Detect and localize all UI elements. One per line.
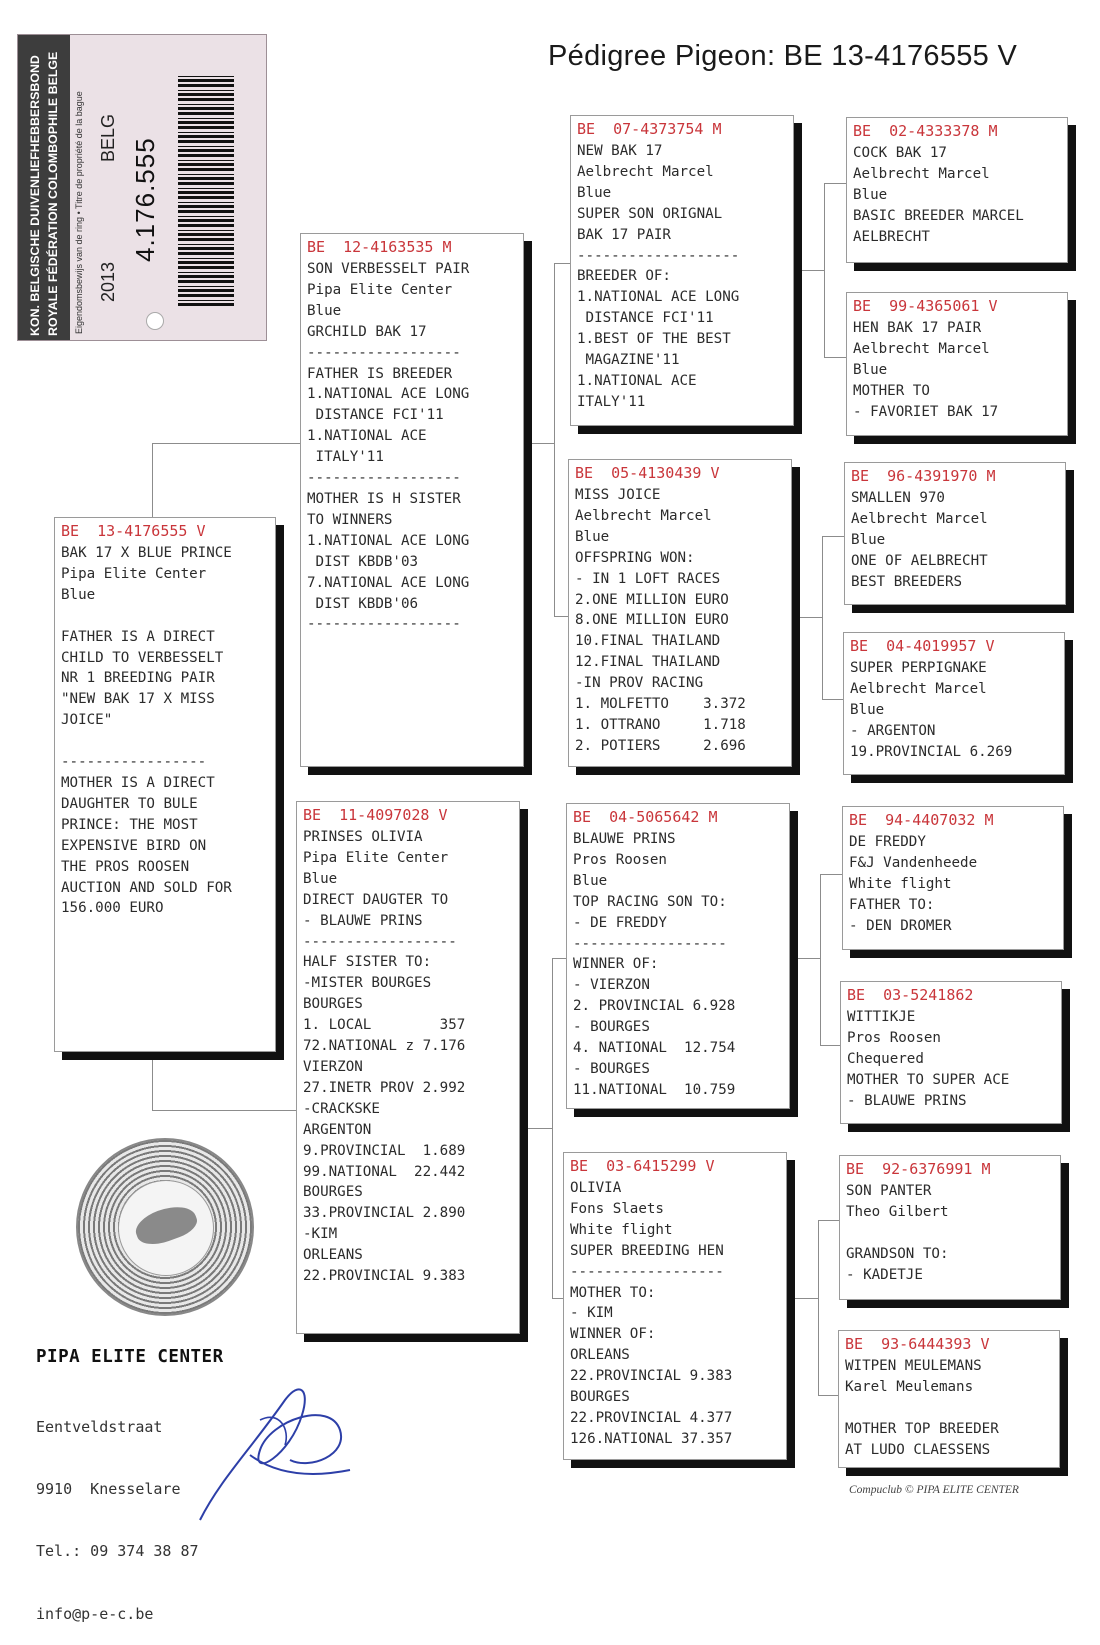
ring-id: BE 96-4391970 M bbox=[851, 467, 996, 485]
pigeon-line: THE PROS ROOSEN bbox=[61, 858, 190, 875]
connector-line bbox=[820, 874, 842, 875]
punch-hole bbox=[146, 312, 164, 330]
pigeon-line: - BOURGES bbox=[573, 1019, 650, 1036]
pigeon-line: MOTHER IS H SISTER bbox=[307, 490, 461, 507]
pigeon-line: Pros Roosen bbox=[847, 1029, 941, 1046]
seal-stamp-icon bbox=[76, 1138, 254, 1316]
pigeon-line: "NEW BAK 17 X MISS bbox=[61, 691, 215, 708]
ring-id: BE 13-4176555 V bbox=[61, 522, 206, 540]
pigeon-line: 99.NATIONAL 22.442 bbox=[303, 1163, 466, 1180]
pigeon-line: BREEDER OF: bbox=[577, 268, 671, 285]
pigeon-line: 1. OTTRANO 1.718 bbox=[575, 716, 746, 733]
pigeon-line: SMALLEN 970 bbox=[851, 490, 945, 506]
pigeon-line: WINNER OF: bbox=[573, 956, 659, 973]
pigeon-line: - FAVORIET BAK 17 bbox=[853, 403, 999, 420]
pigeon-line: 1. LOCAL 357 bbox=[303, 1017, 466, 1034]
pigeon-line: WITTIKJE bbox=[847, 1009, 916, 1025]
pigeon-card-mother bbox=[296, 801, 520, 1334]
pigeon-line: Blue bbox=[851, 531, 886, 548]
pigeon-details bbox=[846, 1181, 1054, 1286]
pigeon-line: GRCHILD BAK 17 bbox=[307, 323, 427, 340]
pigeon-line: -IN PROV RACING bbox=[575, 675, 704, 692]
pigeon-line: BOURGES bbox=[570, 1389, 630, 1406]
ring-id: BE 92-6376991 M bbox=[846, 1160, 991, 1178]
pigeon-line: Pros Roosen bbox=[573, 851, 667, 868]
pigeon-line: EXPENSIVE BIRD ON bbox=[61, 837, 207, 854]
pigeon-line: Blue bbox=[575, 528, 610, 545]
pigeon-line: TOP RACING SON TO: bbox=[573, 893, 727, 910]
pigeon-line bbox=[846, 1223, 1054, 1244]
connector-line bbox=[794, 270, 824, 271]
ring-id: BE 04-5065642 M bbox=[573, 808, 718, 826]
pigeon-line: 126.NATIONAL 37.357 bbox=[570, 1430, 733, 1447]
connector-line bbox=[822, 536, 844, 537]
pigeon-line: 1.NATIONAL ACE LONG bbox=[307, 532, 470, 549]
pigeon-line: 22.PROVINCIAL 4.377 bbox=[570, 1409, 733, 1426]
pigeon-line: Blue bbox=[853, 361, 888, 378]
pigeon-card-fmm bbox=[843, 632, 1065, 775]
pigeon-line: Blue bbox=[853, 186, 888, 203]
pigeon-line: MOTHER TOP BREEDER bbox=[845, 1420, 999, 1437]
ring-year: 2013 bbox=[98, 261, 118, 302]
ring-id: BE 93-6444393 V bbox=[845, 1335, 990, 1353]
pigeon-line: Blue bbox=[577, 184, 612, 201]
pigeon-line: HALF SISTER TO: bbox=[303, 954, 432, 971]
pigeon-card-father bbox=[300, 233, 524, 767]
pigeon-line: - IN 1 LOFT RACES bbox=[575, 570, 721, 587]
pigeon-line: 2. PROVINCIAL 6.928 bbox=[573, 998, 736, 1015]
address-line: 9910 Knesselare bbox=[36, 1479, 181, 1498]
connector-line bbox=[818, 1220, 819, 1396]
pigeon-details bbox=[851, 488, 1059, 593]
pigeon-line: Chequered bbox=[847, 1050, 924, 1067]
connector-line bbox=[790, 958, 820, 959]
pigeon-line: -MISTER BOURGES bbox=[303, 975, 432, 992]
pigeon-line: 19.PROVINCIAL 6.269 bbox=[850, 743, 1013, 760]
pigeon-line: Aelbrecht Marcel bbox=[853, 165, 990, 182]
pigeon-line: BEST BREEDERS bbox=[851, 573, 963, 590]
pigeon-line: FATHER IS BREEDER bbox=[307, 365, 453, 382]
pigeon-line: SUPER SON ORIGNAL bbox=[577, 205, 723, 222]
pigeon-line: 11.NATIONAL 10.759 bbox=[573, 1081, 736, 1098]
pigeon-line: DIRECT DAUGTER TO bbox=[303, 891, 449, 908]
pigeon-line: White flight bbox=[570, 1221, 673, 1238]
pigeon-line: NEW BAK 17 bbox=[577, 143, 663, 159]
connector-line bbox=[824, 183, 825, 358]
pigeon-line: 8.ONE MILLION EURO bbox=[575, 612, 729, 629]
pigeon-line: Blue bbox=[303, 870, 338, 887]
pigeon-line: 10.FINAL THAILAND bbox=[575, 633, 721, 650]
pigeon-line: ORLEANS bbox=[303, 1247, 363, 1264]
pigeon-line: - BLAUWE PRINS bbox=[847, 1092, 967, 1109]
barcode-icon bbox=[178, 76, 234, 306]
pigeon-line: 72.NATIONAL z 7.176 bbox=[303, 1038, 466, 1055]
connector-line bbox=[820, 1045, 842, 1046]
connector-line bbox=[788, 1298, 818, 1299]
pigeon-line: ------------------ bbox=[307, 470, 461, 487]
ring-id: BE 03-6415299 V bbox=[570, 1157, 715, 1175]
signature-icon bbox=[190, 1360, 360, 1530]
pigeon-icon bbox=[131, 1199, 200, 1250]
pigeon-line: ARGENTON bbox=[303, 1121, 372, 1138]
ring-id: BE 07-4373754 M bbox=[577, 120, 722, 138]
pigeon-line: Blue bbox=[307, 302, 342, 319]
pigeon-line bbox=[61, 606, 269, 627]
ring-id: BE 11-4097028 V bbox=[303, 806, 448, 824]
address-line: info@p-e-c.be bbox=[36, 1604, 154, 1623]
company-name: PIPA ELITE CENTER bbox=[36, 1347, 224, 1367]
pigeon-card-fff bbox=[846, 117, 1068, 263]
seal-center bbox=[118, 1180, 214, 1276]
pigeon-details bbox=[853, 318, 1061, 423]
pigeon-line: Blue bbox=[573, 872, 608, 889]
company-address bbox=[36, 1375, 199, 1645]
pigeon-card-father-father bbox=[570, 115, 794, 426]
pigeon-line: DIST KBDB'06 bbox=[307, 595, 419, 612]
pigeon-line: 2. POTIERS 2.696 bbox=[575, 737, 746, 754]
pigeon-line: HEN BAK 17 PAIR bbox=[853, 320, 982, 336]
pigeon-card-mother-father bbox=[566, 803, 790, 1109]
pigeon-details bbox=[850, 658, 1058, 763]
pigeon-line: 1.NATIONAL ACE bbox=[577, 372, 697, 389]
connector-line bbox=[822, 536, 823, 700]
connector-line bbox=[522, 443, 554, 444]
pigeon-card-ffm bbox=[846, 292, 1068, 436]
pigeon-line: MOTHER TO bbox=[853, 382, 930, 399]
pigeon-line: MOTHER TO SUPER ACE bbox=[847, 1071, 1010, 1088]
pigeon-card-mfm bbox=[840, 981, 1062, 1124]
connector-line bbox=[820, 874, 821, 1046]
pigeon-line: PRINCE: THE MOST bbox=[61, 816, 198, 833]
pigeon-line: - KADETJE bbox=[846, 1266, 923, 1283]
pigeon-line: DE FREDDY bbox=[849, 834, 926, 850]
connector-line bbox=[152, 1110, 296, 1111]
connector-line bbox=[552, 958, 553, 1299]
footer-credit: Compuclub © PIPA ELITE CENTER bbox=[849, 1484, 1019, 1496]
address-line: Tel.: 09 374 38 87 bbox=[36, 1542, 199, 1561]
pigeon-line: 1.NATIONAL ACE bbox=[307, 428, 427, 445]
pigeon-details bbox=[307, 259, 517, 635]
connector-line bbox=[792, 617, 822, 618]
ring-id: BE 94-4407032 M bbox=[849, 811, 994, 829]
connector-line bbox=[822, 699, 844, 700]
pigeon-line: AT LUDO CLAESSENS bbox=[845, 1441, 991, 1458]
pigeon-details bbox=[575, 485, 785, 757]
pigeon-line: 1. MOLFETTO 3.372 bbox=[575, 696, 746, 713]
pigeon-line: PRINSES OLIVIA bbox=[303, 829, 423, 845]
pigeon-line: - ARGENTON bbox=[850, 722, 936, 739]
pigeon-line: BASIC BREEDER MARCEL bbox=[853, 207, 1024, 224]
pigeon-line: 27.INETR PROV 2.992 bbox=[303, 1079, 466, 1096]
pigeon-line: ------------------ bbox=[573, 935, 727, 952]
pigeon-line: Aelbrecht Marcel bbox=[575, 507, 712, 524]
pigeon-line: BAK 17 X BLUE PRINCE bbox=[61, 545, 232, 561]
pigeon-card-subject bbox=[54, 517, 276, 1052]
connector-line bbox=[824, 183, 846, 184]
pigeon-line: ------------------ bbox=[307, 344, 461, 361]
pigeon-line: Pipa Elite Center bbox=[303, 849, 449, 866]
pigeon-details bbox=[849, 832, 1057, 937]
pigeon-card-mff bbox=[842, 806, 1064, 950]
pigeon-line: 12.FINAL THAILAND bbox=[575, 654, 721, 671]
pigeon-line: ITALY'11 bbox=[577, 393, 646, 410]
ring-number: 4.176.555 bbox=[130, 137, 160, 262]
pigeon-line: WITPEN MEULEMANS bbox=[845, 1358, 982, 1374]
pigeon-line: Pipa Elite Center bbox=[307, 281, 453, 298]
pigeon-line: FATHER TO: bbox=[849, 896, 935, 913]
pigeon-line: DAUGHTER TO BULE bbox=[61, 795, 198, 812]
ring-ownership-text: Eigendomsbewijs van de ring • Titre de propriété de la bague bbox=[74, 91, 84, 334]
pigeon-line: ------------------ bbox=[307, 616, 461, 633]
pigeon-details bbox=[845, 1356, 1053, 1461]
pigeon-line: VIERZON bbox=[303, 1058, 363, 1075]
pigeon-line: OLIVIA bbox=[570, 1180, 622, 1196]
ring-id: BE 05-4130439 V bbox=[575, 464, 720, 482]
pigeon-line: Aelbrecht Marcel bbox=[853, 340, 990, 357]
pigeon-line: ------------------ bbox=[570, 1263, 724, 1280]
pigeon-line: DIST KBDB'03 bbox=[307, 553, 419, 570]
pigeon-line bbox=[61, 731, 269, 752]
pigeon-line: DISTANCE FCI'11 bbox=[307, 407, 444, 424]
pigeon-line: SUPER BREEDING HEN bbox=[570, 1242, 724, 1259]
pigeon-line: SUPER PERPIGNAKE bbox=[850, 660, 987, 676]
pigeon-details bbox=[570, 1178, 780, 1450]
pigeon-line: JOICE" bbox=[61, 712, 113, 729]
page-title: Pédigree Pigeon: BE 13-4176555 V bbox=[548, 40, 1018, 72]
pigeon-line: - KIM bbox=[570, 1305, 613, 1322]
pigeon-line: SON VERBESSELT PAIR bbox=[307, 261, 470, 277]
ring-country: BELG bbox=[98, 113, 118, 162]
pigeon-line: SON PANTER bbox=[846, 1183, 932, 1199]
pigeon-line: 2.ONE MILLION EURO bbox=[575, 591, 729, 608]
pigeon-details bbox=[577, 141, 787, 413]
pigeon-line: 22.PROVINCIAL 9.383 bbox=[570, 1368, 733, 1385]
pigeon-line: NR 1 BREEDING PAIR bbox=[61, 670, 215, 687]
pigeon-line: Theo Gilbert bbox=[846, 1203, 949, 1220]
pigeon-line: - BOURGES bbox=[573, 1060, 650, 1077]
ring-org bbox=[18, 35, 70, 341]
pigeon-line: FATHER IS A DIRECT bbox=[61, 628, 215, 645]
pigeon-line: 1.NATIONAL ACE LONG bbox=[577, 289, 740, 306]
pigeon-line: OFFSPRING WON: bbox=[575, 549, 695, 566]
ring-org-line1: KON. BELGISCHE DUIVENLIEFHEBBERSBOND bbox=[28, 55, 42, 336]
pigeon-line: Pipa Elite Center bbox=[61, 565, 207, 582]
pigeon-details bbox=[573, 829, 783, 1101]
connector-line bbox=[520, 1128, 552, 1129]
pigeon-line: MAGAZINE'11 bbox=[577, 352, 680, 369]
pigeon-line: 9.PROVINCIAL 1.689 bbox=[303, 1142, 466, 1159]
pigeon-card-mmf bbox=[839, 1155, 1061, 1300]
connector-line bbox=[152, 443, 300, 444]
pigeon-details bbox=[303, 827, 513, 1287]
pigeon-line: 7.NATIONAL ACE LONG bbox=[307, 574, 470, 591]
ring-id: BE 03-5241862 bbox=[847, 986, 974, 1004]
pigeon-line: AUCTION AND SOLD FOR bbox=[61, 879, 232, 896]
pigeon-card-mother-mother bbox=[563, 1152, 787, 1460]
ring-certificate bbox=[17, 34, 267, 341]
pigeon-line: GRANDSON TO: bbox=[846, 1245, 949, 1262]
pigeon-line: - DE FREDDY bbox=[573, 914, 667, 931]
pigeon-line: WINNER OF: bbox=[570, 1326, 656, 1343]
connector-line bbox=[824, 357, 846, 358]
pigeon-line: ----------------- bbox=[61, 754, 207, 771]
pigeon-line: MOTHER IS A DIRECT bbox=[61, 774, 215, 791]
connector-line bbox=[818, 1395, 840, 1396]
ring-id: BE 12-4163535 M bbox=[307, 238, 452, 256]
pigeon-line: 4. NATIONAL 12.754 bbox=[573, 1040, 736, 1057]
pigeon-line: White flight bbox=[849, 875, 952, 892]
pigeon-line: Aelbrecht Marcel bbox=[851, 510, 988, 527]
pigeon-card-mmm bbox=[838, 1330, 1060, 1468]
pigeon-line: - VIERZON bbox=[573, 977, 650, 994]
pigeon-line: Aelbrecht Marcel bbox=[850, 680, 987, 697]
pigeon-card-father-mother bbox=[568, 459, 792, 767]
pigeon-line: -CRACKSKE bbox=[303, 1100, 380, 1117]
ring-id: BE 02-4333378 M bbox=[853, 122, 998, 140]
pigeon-line: Blue bbox=[61, 586, 96, 603]
pigeon-line: BOURGES bbox=[303, 1184, 363, 1201]
pigeon-details bbox=[853, 143, 1061, 248]
ring-org-line2: ROYALE FÉDÉRATION COLOMBOPHILE BELGE bbox=[46, 51, 60, 336]
pigeon-line: Fons Slaets bbox=[570, 1200, 664, 1217]
ring-id: BE 99-4365061 V bbox=[853, 297, 998, 315]
pigeon-line: F&J Vandenheede bbox=[849, 854, 978, 871]
pigeon-line: BLAUWE PRINS bbox=[573, 831, 676, 847]
pigeon-line: Karel Meulemans bbox=[845, 1378, 974, 1395]
pigeon-line: MISS JOICE bbox=[575, 487, 661, 503]
ring-id: BE 04-4019957 V bbox=[850, 637, 995, 655]
pigeon-line: MOTHER TO: bbox=[570, 1284, 656, 1301]
pigeon-line: 22.PROVINCIAL 9.383 bbox=[303, 1268, 466, 1285]
pigeon-line: Blue bbox=[850, 701, 885, 718]
pigeon-line: ------------------ bbox=[303, 933, 457, 950]
pigeon-line: -KIM bbox=[303, 1226, 338, 1243]
pigeon-details bbox=[847, 1007, 1055, 1112]
pigeon-line: - BLAUWE PRINS bbox=[303, 912, 423, 929]
pigeon-line: ------------------- bbox=[577, 247, 740, 264]
pigeon-line: ONE OF AELBRECHT bbox=[851, 552, 988, 569]
pigeon-line: 1.NATIONAL ACE LONG bbox=[307, 386, 470, 403]
pigeon-line: 1.BEST OF THE BEST bbox=[577, 331, 731, 348]
pigeon-line: BAK 17 PAIR bbox=[577, 226, 671, 243]
pigeon-line: 33.PROVINCIAL 2.890 bbox=[303, 1205, 466, 1222]
pigeon-line: COCK BAK 17 bbox=[853, 145, 947, 161]
pigeon-line: - DEN DROMER bbox=[849, 917, 952, 934]
pigeon-line: ORLEANS bbox=[570, 1347, 630, 1364]
pigeon-line: CHILD TO VERBESSELT bbox=[61, 649, 224, 666]
pigeon-line: Aelbrecht Marcel bbox=[577, 163, 714, 180]
pigeon-line: ITALY'11 bbox=[307, 449, 384, 466]
pigeon-line: 156.000 EURO bbox=[61, 900, 164, 917]
pigeon-line bbox=[845, 1398, 1053, 1419]
pigeon-line: AELBRECHT bbox=[853, 228, 930, 245]
pigeon-card-fmf bbox=[844, 462, 1066, 605]
pigeon-line: BOURGES bbox=[303, 996, 363, 1013]
pigeon-details bbox=[61, 543, 269, 919]
pigeon-line: DISTANCE FCI'11 bbox=[577, 310, 714, 327]
pigeon-line: TO WINNERS bbox=[307, 511, 393, 528]
address-line: Eentveldstraat bbox=[36, 1417, 163, 1436]
connector-line bbox=[554, 263, 555, 617]
connector-line bbox=[818, 1220, 840, 1221]
